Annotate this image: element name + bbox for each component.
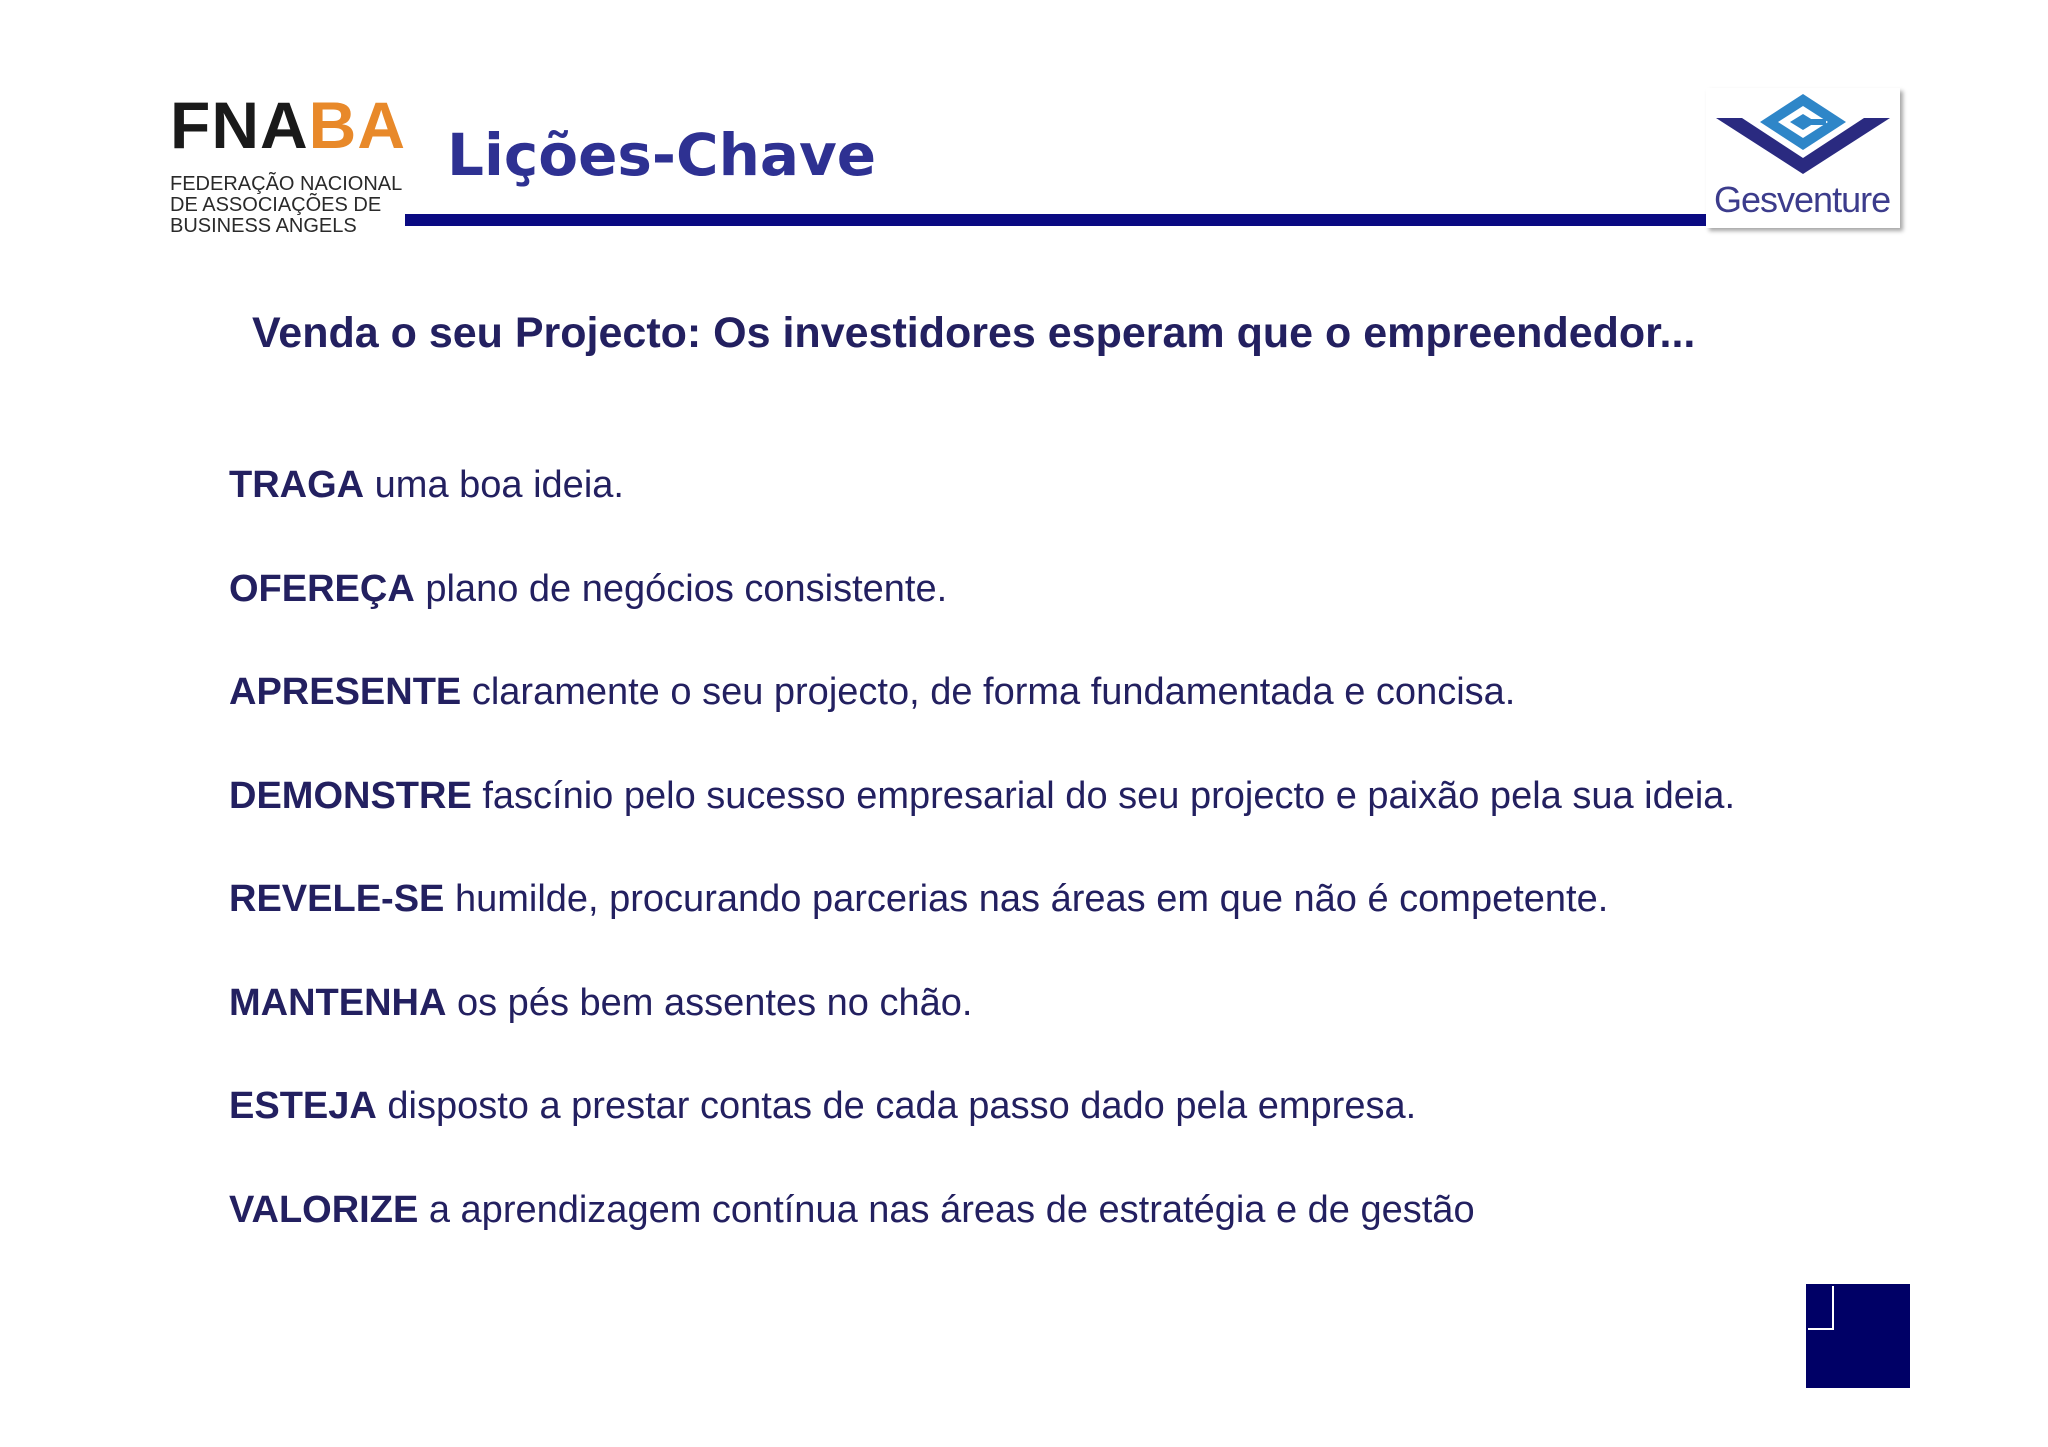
list-item <box>229 667 1735 771</box>
lesson-text: plano de negócios consistente. <box>414 567 948 610</box>
lesson-text: fascínio pelo sucesso empresarial do seu projecto e paixão pela sua ideia. <box>471 774 1735 817</box>
list-item <box>229 771 1735 875</box>
lesson-text: claramente o seu projecto, de forma fundamentada e concisa. <box>461 671 1516 713</box>
corner-square-decoration <box>1806 1284 1910 1388</box>
lesson-keyword: REVELE-SE <box>229 878 445 920</box>
fnaba-logo-word <box>170 88 410 162</box>
corner-square-inner-mark <box>1808 1286 1834 1330</box>
list-item <box>229 460 1735 564</box>
fnaba-logo-word-accent: BA <box>308 88 406 162</box>
list-item <box>229 1185 1735 1289</box>
list-item <box>229 564 1735 668</box>
list-item <box>229 978 1735 1082</box>
lesson-keyword: APRESENTE <box>229 671 462 713</box>
fnaba-logo-word-dark: FNA <box>170 88 309 162</box>
lesson-keyword: OFEREÇA <box>229 567 415 610</box>
gesventure-logo-text: Gesventure <box>1714 179 1891 220</box>
slide-title: Lições-Chave <box>447 121 877 189</box>
fnaba-logo <box>170 88 410 237</box>
gesventure-g-chevron-icon <box>1706 88 1900 188</box>
lesson-text: os pés bem assentes no chão. <box>446 981 973 1024</box>
lesson-text: a aprendizagem contínua nas áreas de estratégia e de gestão <box>418 1188 1475 1231</box>
lesson-text: humilde, procurando parcerias nas áreas em que não é competente. <box>444 878 1609 920</box>
slide-subtitle: Venda o seu Projecto: Os investidores esperam que o empreendedor... <box>252 309 1696 357</box>
fnaba-logo-line: DE ASSOCIAÇÕES DE <box>170 194 382 216</box>
fnaba-logo-line: BUSINESS ANGELS <box>170 215 357 237</box>
lesson-keyword: DEMONSTRE <box>229 774 472 817</box>
gesventure-logo <box>1706 88 1900 228</box>
lesson-keyword: VALORIZE <box>229 1188 419 1231</box>
lesson-text: uma boa ideia. <box>364 464 624 506</box>
lesson-text: disposto a prestar contas de cada passo dado pela empresa. <box>376 1085 1417 1127</box>
lesson-keyword: ESTEJA <box>229 1085 377 1127</box>
lessons-list <box>229 460 1735 1288</box>
fnaba-logo-subtitle <box>170 174 410 237</box>
list-item <box>229 874 1735 978</box>
lesson-keyword: TRAGA <box>229 464 365 506</box>
fnaba-logo-line: FEDERAÇÃO NACIONAL <box>170 173 403 195</box>
title-underline <box>405 214 1775 226</box>
list-item <box>229 1081 1735 1185</box>
lesson-keyword: MANTENHA <box>229 981 447 1024</box>
